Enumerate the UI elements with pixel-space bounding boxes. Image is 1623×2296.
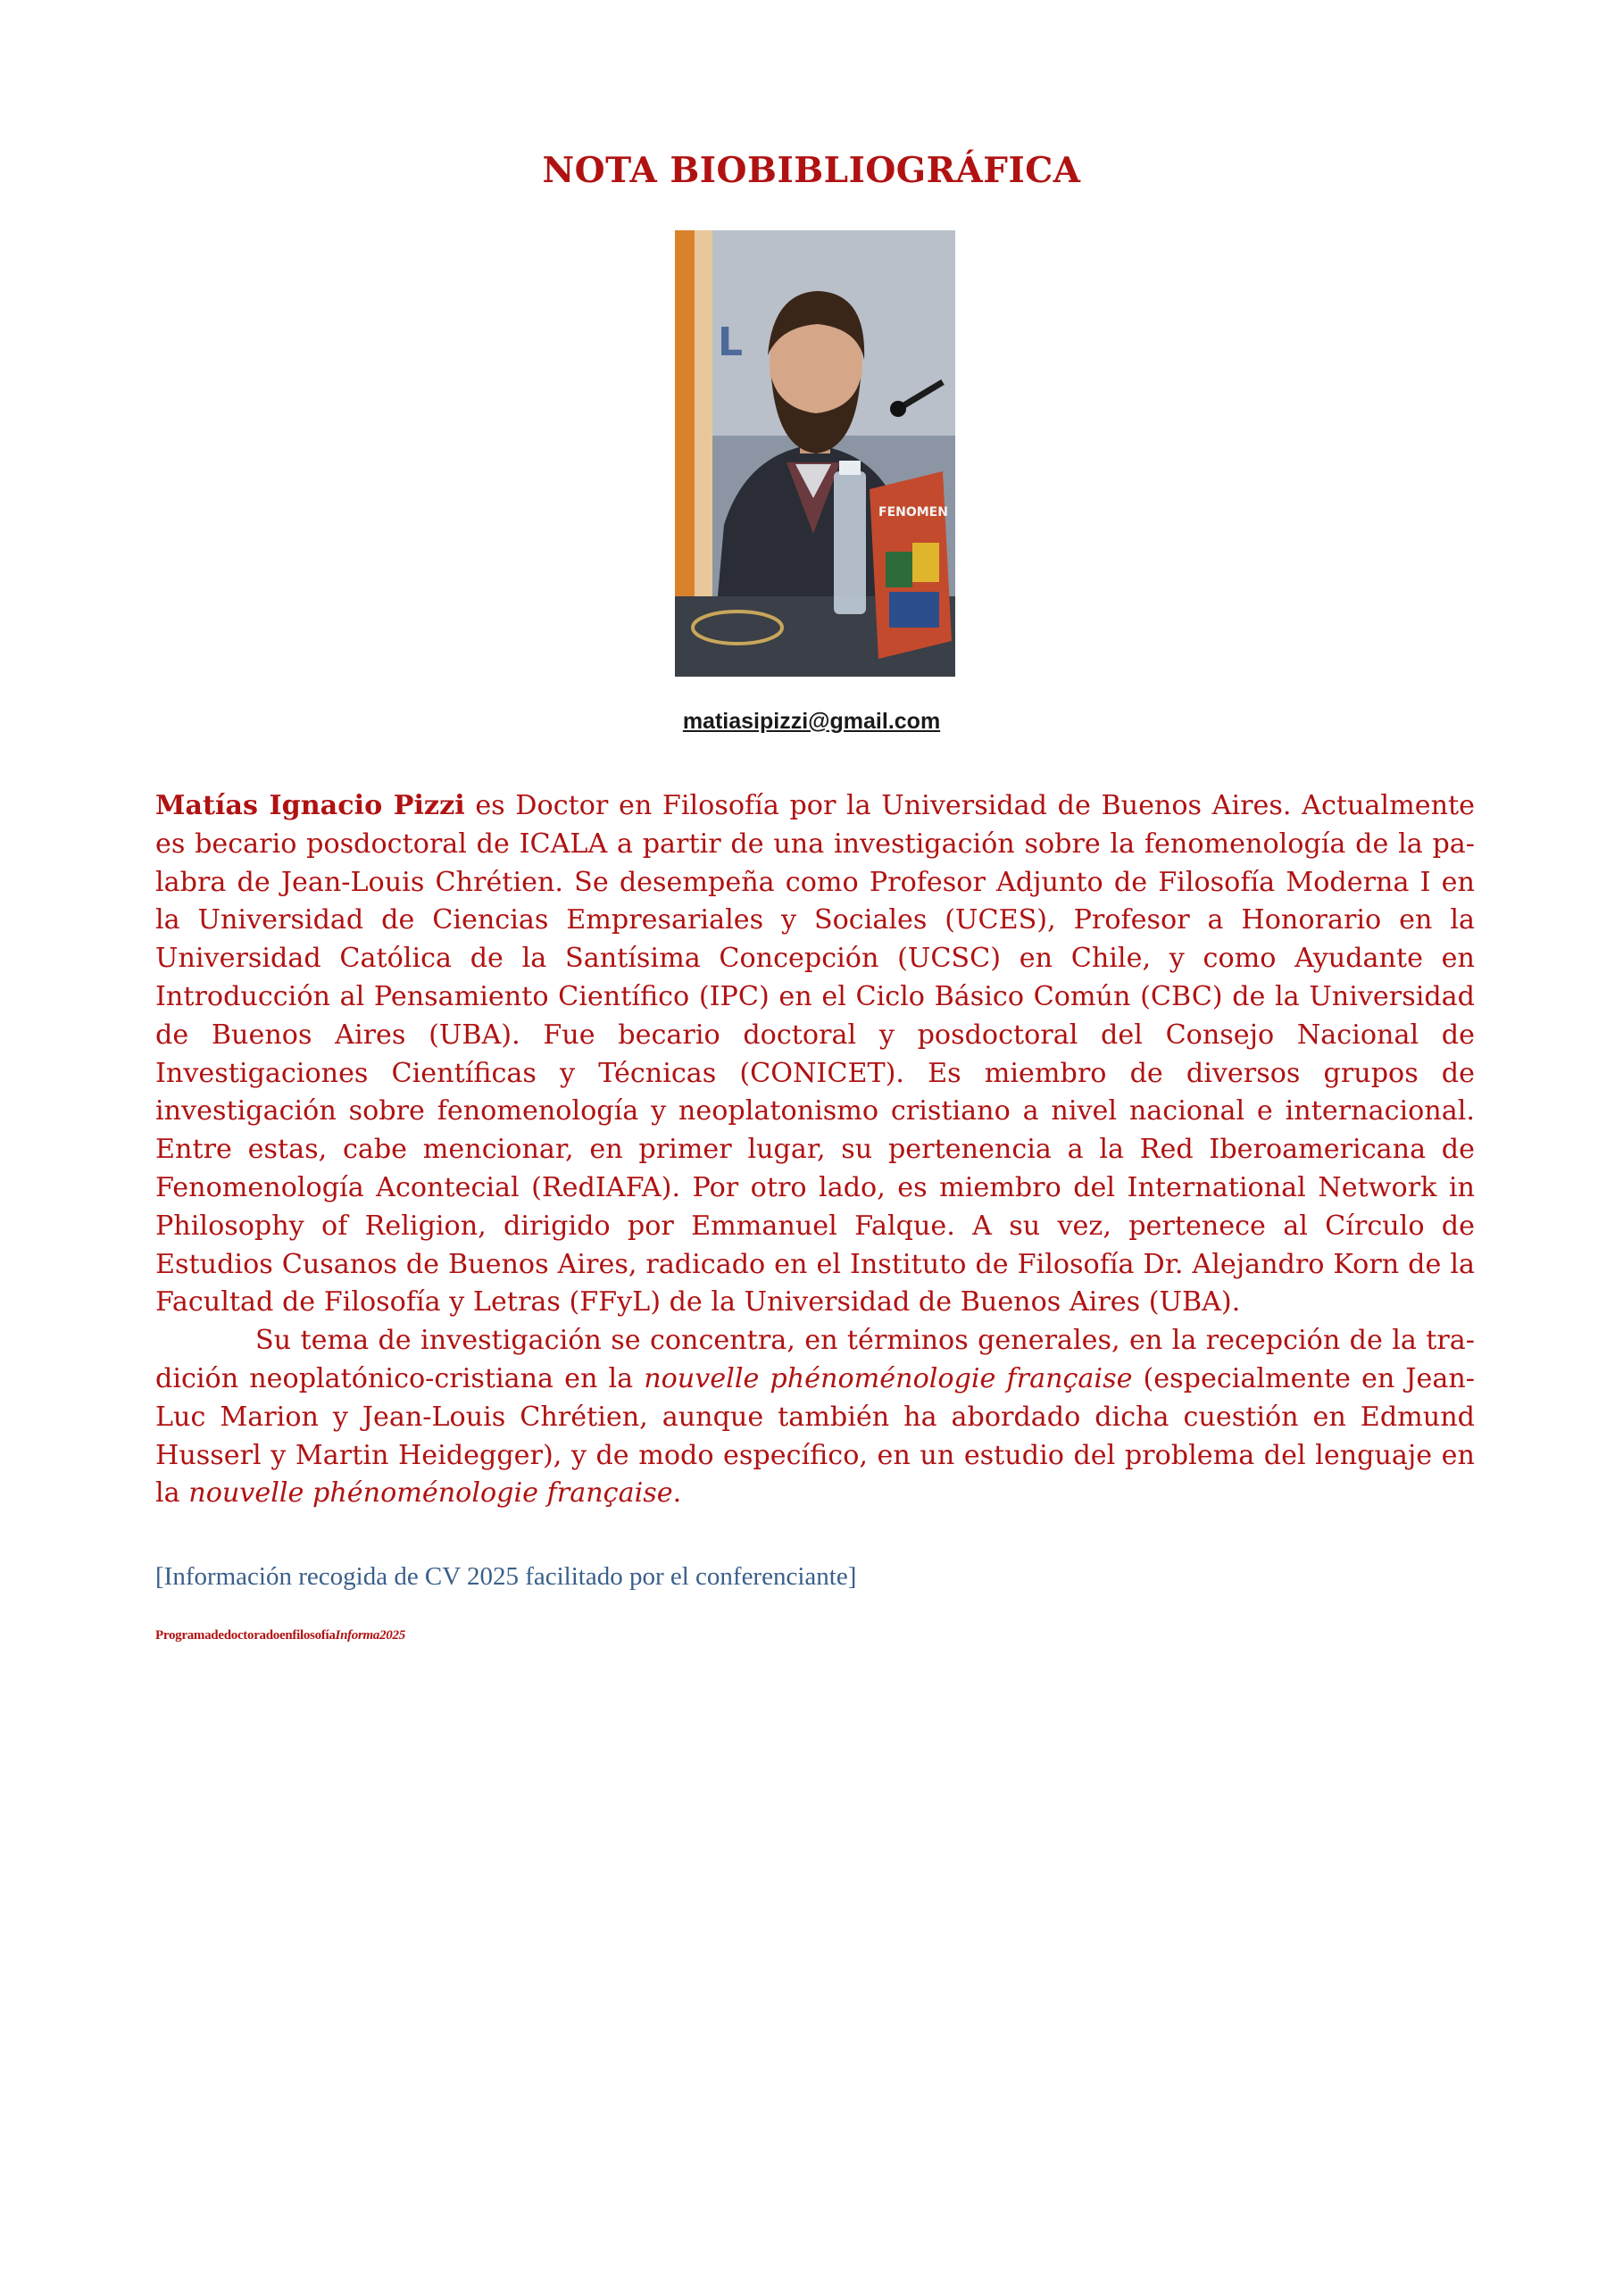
- bio-italic-term-1: nouvelle phénoménologie française: [644, 1362, 1133, 1394]
- bio-paragraph-2-text-c: .: [672, 1477, 682, 1510]
- footer-text: Programadedoctoradoenfilosofía: [155, 1628, 336, 1643]
- bio-paragraph-2-text-b: (especialmente en Jean-Luc Marion y Jean-Louis Chrétien, aunque también ha abordado dicha cuestión en Edmund Husserl y Martin Heidegger), y de modo específico, en un estudio del problema del lenguaje en la: [155, 1362, 1475, 1510]
- footer-italic: Informa2025: [335, 1628, 405, 1643]
- page-title: NOTA BIOBIBLIOGRÁFICA: [542, 150, 1081, 191]
- bio-paragraph-1: [155, 787, 1475, 1322]
- svg-text:L: L: [718, 320, 744, 365]
- bio-paragraph-2: [155, 1322, 1475, 1513]
- email-link[interactable]: matiasipizzi@gmail.com: [682, 709, 941, 734]
- bio-paragraph-1-text: es Doctor en Filosofía por la Universidad de Buenos Aires. Actualmente es becario posdoctoral de ICALA a partir de una investigación sobre la fenomenología de la palabra de Jean-Louis Chrétien. Se desempeña como Profesor Adjunto de Filosofía Moderna I en la Universidad de Ciencias Empresariales y Sociales (UCES), Profesor a Honorario en la Universidad Católica de la Santísima Concepción (UCSC) en Chile, y como Ayudante en Introducción al Pensamiento Científico (IPC) en el Ciclo Básico Común (CBC) de la Universidad de Buenos Aires (UBA). Fue becario doctoral y posdoctoral del Consejo Nacional de Investigaciones Científicas y Técnicas (CONICET). Es miembro de diversos grupos de investigación sobre fenomenología y neoplatonismo cristiano a nivel nacional e internacional. Entre estas, cabe mencionar, en primer lugar, su pertenencia a la Red Iberoamericana de Fenomenología Acontecial (RedIAFA). Por otro lado, es miembro del International Network in Philosophy of Religion, dirigido por Emmanuel Falque. A su vez, pertenece al Círculo de Estudios Cusanos de Buenos Aires, radicado en el Instituto de Filosofía Dr. Alejandro Korn de la Facultad de Filosofía y Letras (FFyL) de la Universidad de Buenos Aires (UBA).: [155, 790, 1476, 1319]
- portrait-photo-icon: [675, 230, 955, 677]
- bio-text: [155, 787, 1475, 1513]
- author-photo: [675, 230, 955, 677]
- author-name: Matías Ignacio Pizzi: [155, 790, 465, 821]
- svg-text:FENOMEN: FENOMEN: [878, 505, 948, 520]
- bio-paragraph-2-text-a: Su tema de investigación se concentra, en términos generales, en la recepción de la tradición neoplatónico-cristiana en la: [155, 1325, 1475, 1394]
- page-footer: [155, 1628, 405, 1643]
- bio-italic-term-2: nouvelle phénoménologie française: [188, 1477, 673, 1510]
- source-note: [Información recogida de CV 2025 facilitado por el conferenciante]: [155, 1562, 857, 1591]
